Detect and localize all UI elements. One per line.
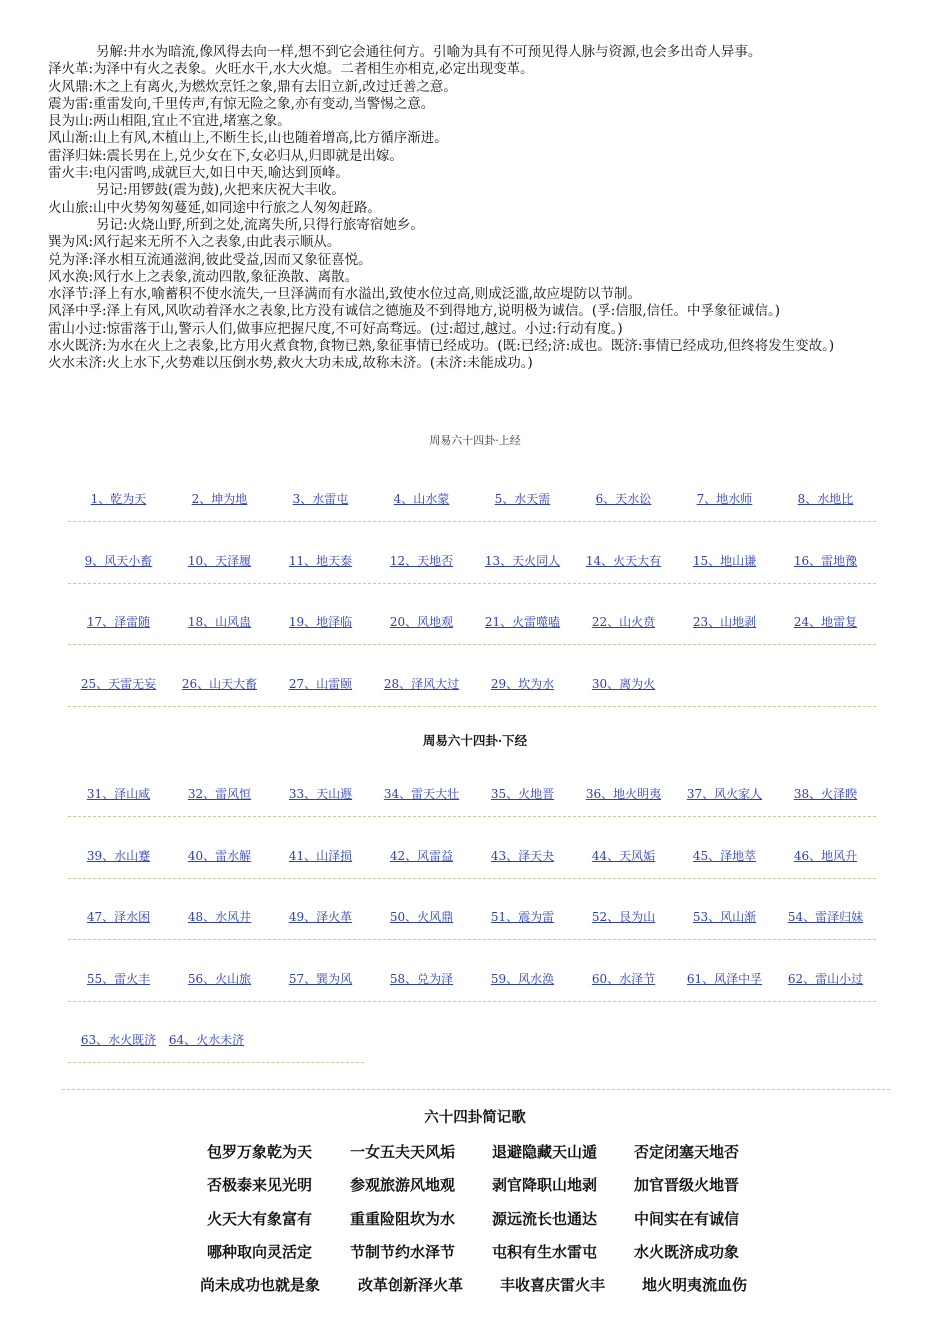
row-divider xyxy=(68,583,876,584)
song-phrase: 屯积有生水雷屯 xyxy=(492,1243,598,1261)
hexagram-link[interactable]: 49、泽火革 xyxy=(288,910,353,924)
hexagram-link[interactable]: 12、天地否 xyxy=(389,554,454,568)
hexagram-link[interactable]: 50、火风鼎 xyxy=(389,910,454,924)
hexagram-link[interactable]: 23、山地剥 xyxy=(692,615,757,629)
note-line: 雷泽归妹:震长男在上,兑少女在下,女必归从,归即就是出嫁。 xyxy=(48,147,403,164)
note-line: 风泽中孚:泽上有风,风吹动着泽水之表象,比方没有诚信之德施及不到得地方,说明极为诚信。(孚:信服,信任。中孚象征诚信。) xyxy=(48,303,781,320)
hexagram-link[interactable]: 9、风天小畜 xyxy=(84,554,153,568)
hexagram-link[interactable]: 53、风山渐 xyxy=(692,910,757,924)
hexagram-link[interactable]: 52、艮为山 xyxy=(591,910,656,924)
note-line: 另解:井水为暗流,像风得去向一样,想不到它会通往何方。引喻为具有不可预见得人脉与资源,也会多出奇人异事。 xyxy=(96,44,762,60)
hexagram-link[interactable]: 22、山火贲 xyxy=(591,615,656,629)
note-line: 风山渐:山上有风,木植山上,不断生长,山也随着增高,比方循序渐进。 xyxy=(48,130,448,147)
hexagram-link[interactable]: 6、天水讼 xyxy=(595,492,652,506)
song-phrase: 水火既济成功象 xyxy=(634,1243,740,1261)
row-divider xyxy=(68,816,876,817)
upper-classic-caption: 周易六十四卦·上经 xyxy=(429,434,521,447)
hexagram-link[interactable]: 54、雷泽归妹 xyxy=(787,910,864,924)
song-phrase: 火天大有象富有 xyxy=(207,1210,313,1228)
mnemonic-song-title: 六十四卦简记歌 xyxy=(424,1109,526,1126)
hexagram-link[interactable]: 13、天火同人 xyxy=(484,554,561,568)
hexagram-link[interactable]: 10、天泽履 xyxy=(187,554,252,568)
hexagram-link[interactable]: 18、山风蛊 xyxy=(187,615,252,629)
hexagram-link[interactable]: 56、火山旅 xyxy=(187,972,252,986)
row-divider xyxy=(68,878,876,879)
song-phrase: 否定闭塞天地否 xyxy=(634,1143,740,1161)
song-phrase: 一女五夫天风垢 xyxy=(350,1143,456,1161)
hexagram-link[interactable]: 2、坤为地 xyxy=(191,492,248,506)
song-phrase: 地火明夷流血伤 xyxy=(642,1276,748,1294)
song-phrase: 丰收喜庆雷火丰 xyxy=(500,1276,606,1294)
note-line: 兑为泽:泽水相互流通滋润,彼此受益,因而又象征喜悦。 xyxy=(48,251,372,268)
hexagram-link[interactable]: 45、泽地萃 xyxy=(692,849,757,863)
hexagram-link[interactable]: 64、火水未济 xyxy=(168,1033,245,1047)
note-line: 震为雷:重雷发向,千里传声,有惊无险之象,亦有变动,当警惕之意。 xyxy=(48,95,435,112)
song-phrase: 否极泰来见光明 xyxy=(207,1176,313,1194)
hexagram-link[interactable]: 24、地雷复 xyxy=(793,615,858,629)
song-phrase: 包罗万象乾为天 xyxy=(207,1143,313,1161)
hexagram-link[interactable]: 4、山水蒙 xyxy=(393,492,450,506)
hexagram-link[interactable]: 5、水天需 xyxy=(494,492,551,506)
hexagram-link[interactable]: 31、泽山咸 xyxy=(86,787,151,801)
hexagram-link[interactable]: 21、火雷噬嗑 xyxy=(484,615,561,629)
note-line: 风水涣:风行水上之表象,流动四散,象征涣散、离散。 xyxy=(48,268,359,285)
hexagram-link[interactable]: 43、泽天夬 xyxy=(490,849,555,863)
hexagram-link[interactable]: 35、火地晋 xyxy=(490,787,555,801)
hexagram-link[interactable]: 42、风雷益 xyxy=(389,849,454,863)
hexagram-link[interactable]: 46、地风升 xyxy=(793,849,858,863)
row-divider xyxy=(68,706,876,707)
song-phrase: 退避隐藏天山遁 xyxy=(492,1143,598,1161)
hexagram-link[interactable]: 14、火天大有 xyxy=(585,554,662,568)
note-line: 火山旅:山中火势匆匆蔓延,如同途中行旅之人匆匆赶路。 xyxy=(48,199,381,216)
row-divider xyxy=(68,1001,876,1002)
hexagram-link[interactable]: 48、水风井 xyxy=(187,910,252,924)
hexagram-link[interactable]: 57、巽为风 xyxy=(288,972,353,986)
hexagram-link[interactable]: 37、风火家人 xyxy=(686,787,763,801)
hexagram-link[interactable]: 33、天山遯 xyxy=(288,787,353,801)
hexagram-row xyxy=(68,1031,876,1051)
hexagram-link[interactable]: 61、风泽中孚 xyxy=(686,972,763,986)
note-line: 雷山小过:惊雷落于山,警示人们,做事应把握尺度,不可好高骛远。(过:超过,越过。小过:行动有度。) xyxy=(48,320,623,337)
song-phrase: 参观旅游风地观 xyxy=(350,1176,456,1194)
hexagram-row xyxy=(68,970,876,990)
hexagram-row xyxy=(68,908,876,928)
note-line: 另记:火烧山野,所到之处,流离失所,只得行旅寄宿她乡。 xyxy=(96,216,424,233)
song-phrase: 节制节约水泽节 xyxy=(350,1243,456,1261)
hexagram-link[interactable]: 51、震为雷 xyxy=(490,910,555,924)
hexagram-row xyxy=(68,847,876,867)
hexagram-link[interactable]: 1、乾为天 xyxy=(90,492,147,506)
song-phrase: 加官晋级火地晋 xyxy=(634,1176,740,1194)
note-line: 水火既济:为水在火上之表象,比方用火煮食物,食物已熟,象征事情已经成功。(既:已经;济:成也。既济:事情已经成功,但终将发生变故。) xyxy=(48,338,835,355)
hexagram-link[interactable]: 17、泽雷随 xyxy=(86,615,151,629)
hexagram-row xyxy=(68,613,876,633)
hexagram-link[interactable]: 58、兑为泽 xyxy=(389,972,454,986)
hexagram-notes xyxy=(48,44,918,373)
row-divider xyxy=(68,521,876,522)
hexagram-link[interactable]: 7、地水师 xyxy=(696,492,753,506)
hexagram-row xyxy=(68,490,876,510)
row-divider xyxy=(68,644,876,645)
hexagram-link[interactable]: 63、水火既济 xyxy=(80,1033,157,1047)
hexagram-row xyxy=(68,785,876,805)
hexagram-link[interactable]: 11、地天泰 xyxy=(288,554,353,568)
note-line: 水泽节:泽上有水,喻蓄积不使水流失,一旦泽满而有水溢出,致使水位过高,则成泛滥,故应堤防以节制。 xyxy=(48,286,642,303)
hexagram-link[interactable]: 36、地火明夷 xyxy=(585,787,662,801)
hexagram-link[interactable]: 15、地山谦 xyxy=(692,554,757,568)
row-divider xyxy=(68,1062,364,1063)
note-line: 火水未济:火上水下,火势难以压倒水势,救火大功未成,故称未济。(未济:未能成功。) xyxy=(48,355,533,372)
hexagram-link[interactable]: 20、风地观 xyxy=(389,615,454,629)
hexagram-link[interactable]: 59、风水涣 xyxy=(490,972,555,986)
hexagram-link[interactable]: 27、山雷颐 xyxy=(288,677,353,691)
hexagram-link[interactable]: 16、雷地豫 xyxy=(793,554,858,568)
song-phrase: 中间实在有诚信 xyxy=(634,1210,740,1228)
song-phrase: 剥官降职山地剥 xyxy=(492,1176,598,1194)
hexagram-link[interactable]: 47、泽水困 xyxy=(86,910,151,924)
hexagram-link[interactable]: 8、水地比 xyxy=(797,492,854,506)
hexagram-link[interactable]: 29、坎为水 xyxy=(490,677,555,691)
hexagram-link[interactable]: 40、雷水解 xyxy=(187,849,252,863)
hexagram-link[interactable]: 38、火泽睽 xyxy=(793,787,858,801)
note-line: 巽为风:风行起来无所不入之表象,由此表示顺从。 xyxy=(48,234,341,251)
hexagram-link[interactable]: 41、山泽损 xyxy=(288,849,353,863)
hexagram-row xyxy=(68,552,876,572)
hexagram-link[interactable]: 55、雷火丰 xyxy=(86,972,151,986)
note-line: 火风鼎:木之上有离火,为燃炊烹饪之象,鼎有去旧立新,改过迁善之意。 xyxy=(48,78,457,95)
note-line: 另记:用锣鼓(震为鼓),火把来庆祝大丰收。 xyxy=(96,182,345,199)
hexagram-link[interactable]: 19、地泽临 xyxy=(288,615,353,629)
song-phrase: 源远流长也通达 xyxy=(492,1210,598,1228)
hexagram-link[interactable]: 25、天雷无妄 xyxy=(80,677,157,691)
lower-classic-title: 周易六十四卦·下经 xyxy=(422,733,528,748)
note-line: 雷火丰:电闪雷鸣,成就巨大,如日中天,喻达到顶峰。 xyxy=(48,165,349,182)
section-divider xyxy=(62,1089,890,1090)
hexagram-link[interactable]: 44、天风姤 xyxy=(591,849,656,863)
hexagram-link[interactable]: 60、水泽节 xyxy=(591,972,656,986)
hexagram-link[interactable]: 26、山天大畜 xyxy=(181,677,258,691)
song-phrase: 改革创新泽火革 xyxy=(358,1276,464,1294)
row-divider xyxy=(68,939,876,940)
hexagram-link[interactable]: 39、水山蹇 xyxy=(86,849,151,863)
hexagram-link[interactable]: 34、雷天大壮 xyxy=(383,787,460,801)
note-line: 艮为山:两山相阻,宜止不宜进,堵塞之象。 xyxy=(48,113,291,130)
hexagram-link[interactable]: 30、离为火 xyxy=(591,677,656,691)
song-phrase: 哪种取向灵活定 xyxy=(207,1243,313,1261)
note-line: 泽火革:为泽中有火之表象。火旺水干,水大火熄。二者相生亦相克,必定出现变革。 xyxy=(48,61,534,78)
hexagram-link[interactable]: 28、泽风大过 xyxy=(383,677,460,691)
hexagram-link[interactable]: 32、雷风恒 xyxy=(187,787,252,801)
hexagram-row xyxy=(68,675,876,695)
song-phrase: 重重险阻坎为水 xyxy=(350,1210,456,1228)
hexagram-link[interactable]: 62、雷山小过 xyxy=(787,972,864,986)
song-phrase: 尚未成功也就是象 xyxy=(200,1276,321,1294)
hexagram-link[interactable]: 3、水雷屯 xyxy=(292,492,349,506)
